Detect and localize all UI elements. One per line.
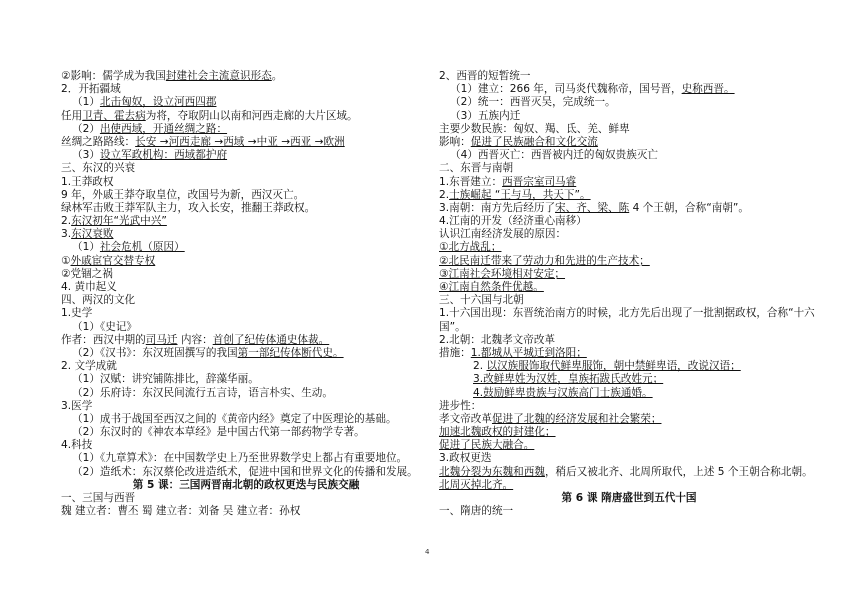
left-text-line: ②党锢之祸 — [61, 267, 113, 280]
left-text-line: ①外戚宦官交替专权 — [61, 254, 156, 267]
right-text-line: ③江南社会环境相对安定； — [439, 267, 566, 280]
right-text-line: （3）五族内迁 — [450, 109, 521, 122]
right-text-line: （2）统一：西晋灭吴，完成统一。 — [450, 96, 616, 109]
left-text-line: （1）汉赋：讲究铺陈排比，辞藻华丽。 — [72, 373, 259, 386]
left-text-line: 第 5 课：三国两晋南北朝的政权更迭与民族交融 — [132, 478, 360, 491]
right-text-line: ④江南自然条件优越。 — [439, 281, 544, 293]
left-text-line: （2）造纸术：东汉蔡伦改进造纸术，促进中国和世界文化的传播和发展。 — [72, 465, 418, 478]
right-text-line: 2、西晋的短暂统一 — [439, 70, 531, 82]
left-text-line: 2. 文学成就 — [61, 360, 117, 373]
left-text-line: 2．开拓疆域 — [61, 83, 121, 96]
left-text-line: （2）《汉书》：东汉班固撰写的我国第一部纪传体断代史。 — [72, 346, 344, 359]
right-text-line: （1）建立：266 年，司马炎代魏称帝，国号晋，史称西晋。 — [450, 83, 735, 96]
right-text-line: 第 6 课 隋唐盛世到五代十国 — [561, 492, 697, 504]
right-text-line: 3.改鲜卑姓为汉姓，皇族拓跋氏改姓元； — [473, 373, 664, 386]
left-text-line: 4.科技 — [61, 439, 93, 452]
left-column — [61, 70, 431, 518]
right-text-line: 1.十六国出现：东晋统治南方的时候，北方先后出现了一批割据政权，合称“十六 — [439, 307, 815, 320]
left-text-line: 作者：西汉中期的司马迁 内容：首创了纪传体通史体裁。 — [61, 333, 330, 346]
right-text-line: 2. 以汉族服饰取代鲜卑服饰，朝中禁鲜卑语，改说汉语； — [473, 360, 741, 373]
left-text-line: 4. 黄巾起义 — [61, 281, 117, 293]
right-column — [439, 70, 819, 518]
left-text-line: （1）《九章算术》：在中国数学史上乃至世界数学史上都占有重要地位。 — [72, 452, 408, 465]
right-text-line: 认识江南经济发展的原因： — [439, 228, 567, 241]
right-text-line: 措施：1.都城从平城迁到洛阳； — [439, 346, 587, 359]
right-text-line: 影响：促进了民族融合和文化交流 — [439, 135, 598, 148]
left-text-line: 丝绸之路路线：长安 →河西走廊 →西域 →中亚 →西亚 →欧洲 — [61, 135, 345, 148]
left-text-line: 绿林军击败王莽军队主力，攻入长安，推翻王莽政权。 — [61, 201, 316, 214]
left-text-line: （2）乐府诗：东汉民间流行五言诗，语言朴实、生动。 — [72, 386, 333, 399]
left-text-line: 2.东汉初年“光武中兴” — [61, 215, 167, 228]
right-text-line: 促进了民族大融合。 — [439, 439, 535, 452]
left-text-line: 9 年，外戚王莽夺取皇位，改国号为新，西汉灭亡。 — [61, 188, 305, 201]
right-text-line: 加速北魏政权的封建化； — [439, 426, 556, 439]
right-text-line: 二、东晋与南朝 — [439, 162, 514, 175]
right-text-line: 3.南朝：南方先后经历了宋、齐、梁、陈 4 个王朝，合称“南朝”。 — [439, 201, 749, 214]
left-text-line: （1）北击匈奴，设立河西四郡 — [72, 96, 217, 109]
left-text-line: ②影响：儒学成为我国封建社会主流意识形态。 — [61, 70, 283, 82]
right-text-line: 4.鼓励鲜卑贵族与汉族高门士族通婚。 — [473, 386, 653, 399]
right-text-line: 2.北朝：北魏孝文帝改革 — [439, 333, 556, 346]
left-text-line: （3）设立军政机构：西域都护府 — [72, 149, 228, 162]
right-text-line: 进步性： — [439, 399, 482, 412]
right-text-line: 国”。 — [439, 320, 466, 333]
right-text-line: 1.东晋建立：西晋宗室司马睿 — [439, 175, 577, 188]
right-text-line: 北魏分裂为东魏和西魏，稍后又被北齐、北周所取代，上述 5 个王朝合称北朝。 — [439, 465, 813, 478]
left-text-line: （1）《史记》 — [72, 320, 138, 333]
right-text-line: ②北民南迁带来了劳动力和先进的生产技术； — [439, 254, 650, 267]
left-text-line: 三、东汉的兴衰 — [61, 162, 136, 175]
right-text-line: 孝文帝改革促进了北魏的经济发展和社会繁荣； — [439, 412, 662, 425]
left-text-line: 1.王莽政权 — [61, 175, 114, 188]
left-text-line: 魏 建立者：曹丕 蜀 建立者：刘备 吴 建立者：孙权 — [61, 505, 301, 518]
right-text-line: 一、隋唐的统一 — [439, 505, 514, 518]
left-text-line: （2）东汉时的《神农本草经》是中国古代第一部药物学专著。 — [72, 426, 365, 439]
left-text-line: 3.医学 — [61, 399, 93, 412]
left-text-line: 一、三国与西晋 — [61, 492, 136, 504]
right-text-line: 三、十六国与北朝 — [439, 294, 524, 307]
left-text-line: （1）成书于战国至西汉之间的《黄帝内经》奠定了中医理论的基础。 — [72, 412, 397, 425]
page-number: 4 — [425, 548, 430, 556]
right-text-line: 2.士族崛起 “王与马，共天下”。 — [439, 188, 591, 201]
right-text-line: （4）西晋灭亡：西晋被内迁的匈奴贵族灭亡 — [450, 149, 659, 162]
right-text-line: ①北方战乱； — [439, 241, 502, 254]
left-text-line: 1.史学 — [61, 307, 93, 320]
left-text-line: （1）社会危机（原因） — [72, 241, 185, 254]
right-text-line: 北周灭掉北齐。 — [439, 478, 514, 491]
left-text-line: 3.东汉衰败 — [61, 228, 114, 241]
right-text-line: 3.政权更迭 — [439, 452, 492, 465]
left-text-line: （2）出使西域，开通丝绸之路： — [72, 122, 228, 135]
right-text-line: 4.江南的开发（经济重心南移） — [439, 215, 587, 228]
right-text-line: 主要少数民族：匈奴、羯、氐、羌、鲜卑 — [439, 122, 630, 135]
left-text-line: 四、两汉的文化 — [61, 294, 136, 307]
left-text-line: 任用卫青、霍去病为将，夺取阴山以南和河西走廊的大片区域。 — [61, 109, 358, 122]
